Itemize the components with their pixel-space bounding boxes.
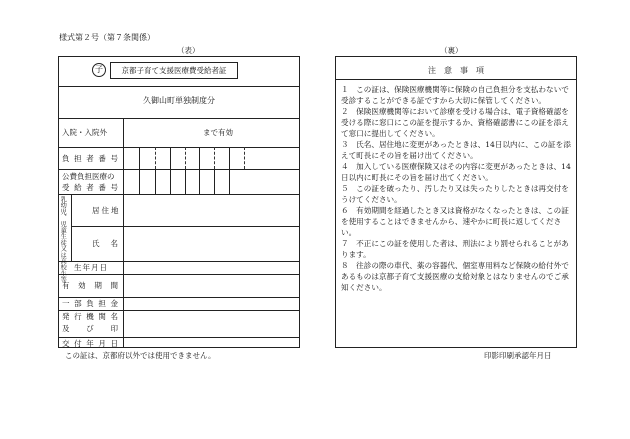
note-item: ７ 不正にこの証を使用した者は、刑法により罰せられることがあります。: [341, 239, 569, 259]
back-label: （裏）: [440, 46, 463, 55]
note-item: ８ 往診の際の車代、薬の容器代、個室専用料など保険の給付外であるものは京都子育て支援医療の支給対象とはなりませんのでご承知ください。: [341, 261, 569, 292]
back-footer: 印影印刷承認年月日: [484, 351, 552, 360]
front-label: （表）: [177, 46, 200, 55]
form-number: 様式第２号（第７条関係）: [59, 33, 155, 42]
admission-label: 入院・入院外: [62, 128, 107, 137]
note-item: ３ 氏名、居住地に変更があったときは、14日以内に、この証を添えて町長にその旨を届け出てください。: [341, 140, 571, 160]
address-label: 居住地: [92, 206, 121, 215]
public-burden-label-1: 公費負担医療の: [62, 172, 115, 181]
note-item: ６ 有効期間を経過したとき又は資格がなくなったときは、この証を使用することはできませんから、速やかに町長に返してください。: [341, 206, 569, 237]
birth-label: 生年月日: [74, 263, 108, 272]
issuer-label-2: 及 び 印: [62, 324, 118, 333]
admission-value: まで有効: [203, 128, 233, 137]
notes-title: 注 意 事 項: [428, 66, 484, 75]
burden-number-label: 負 担 者 番 号: [62, 154, 118, 163]
copay-label: 一 部 負 担 金: [62, 299, 118, 308]
card-title: 京都子育て支援医療費受給者証: [121, 66, 227, 75]
note-item: ５ この証を破ったり、汚したり又は失ったりしたときは再交付をうけてください。: [341, 184, 569, 204]
issuer-label-1: 発 行 機 関 名: [62, 312, 118, 321]
validity-label: 有 効 期 間: [62, 281, 118, 290]
note-item: ４ 加入している医療保険又はその内容に変更があったときは、14日以内に町長にその旨を届け出てください。: [341, 162, 571, 182]
public-burden-label-2: 受 給 者 番 号: [62, 183, 118, 192]
name-label: 氏 名: [92, 239, 118, 248]
front-footer: この証は、京都府以外では使用できません。: [65, 351, 216, 360]
system-label: 久御山町単独制度分: [143, 96, 215, 105]
note-item: １ この証は、保険医療機関等に保険の自己負担分を支払わないで受診することができる証ですから大切に保管してください。: [341, 85, 569, 105]
child-mark-icon: 子: [92, 63, 106, 77]
issue-date-label: 交 付 年 月 日: [62, 339, 118, 348]
recipient-group-label: 乳幼児、児童生徒又は高校生等: [59, 196, 67, 283]
notes-list: [341, 84, 573, 293]
note-item: ２ 保険医療機関等において診療を受ける場合は、電子資格確認を受ける際に窓口にこの証を提示するか、資格確認書にこの証を添えて窓口に提出してください。: [341, 107, 569, 138]
